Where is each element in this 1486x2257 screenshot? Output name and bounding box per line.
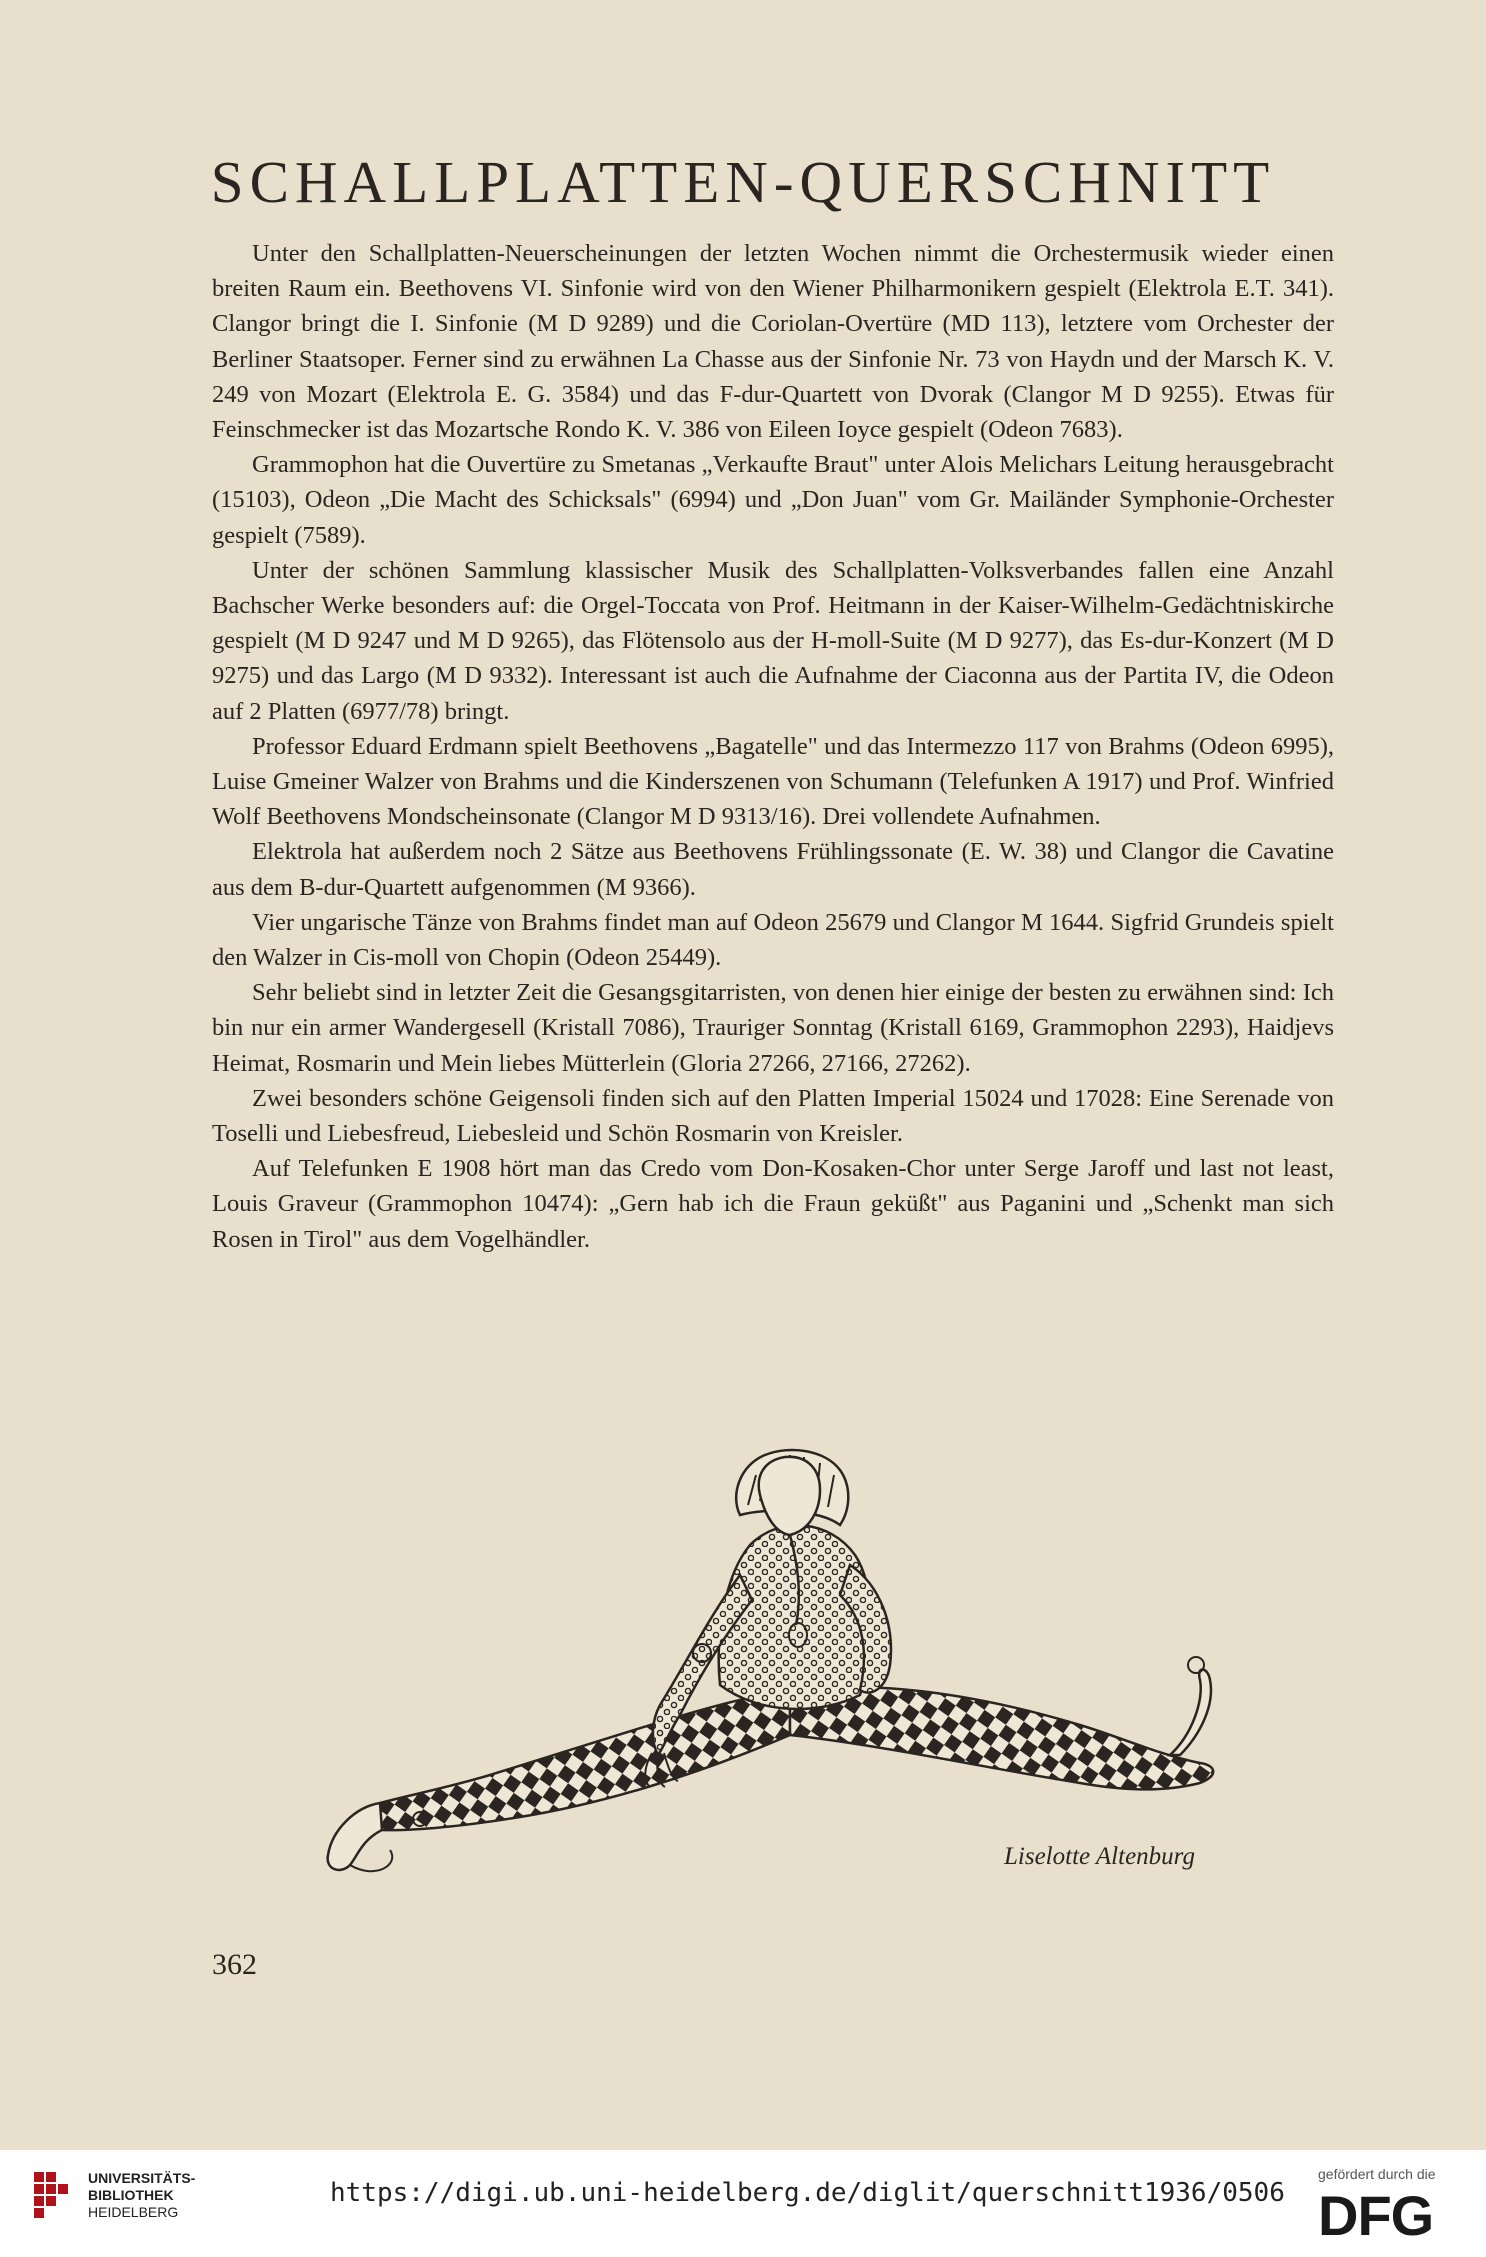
paragraph-piano: Professor Eduard Erdmann spielt Beethovens „Bagatelle" und das Intermezzo 117 von Brahms (Odeon 6995), Luise Gmeiner Walzer von Brahms und die Kinderszenen von Schumann (Telefunken A 1917) und Prof. Winfried Wolf Beethovens Mondscheinsonate (Clangor M D 9313/16). Drei vollendete Aufnahmen.	[212, 732, 1334, 831]
illustration-signature: Liselotte Altenburg	[1004, 1843, 1195, 1870]
paragraph-telefunken: Auf Telefunken E 1908 hört man das Credo vom Don-Kosaken-Chor unter Serge Jaroff und last not least, Louis Graveur (Grammophon 10474): „Gern hab ich die Fraun geküßt" aus Paganini und „Schenkt man sich Rosen in Tirol" aus dem Vogelhändler.	[212, 1155, 1334, 1253]
paragraph-grammophon: Grammophon hat die Ouvertüre zu Smetanas „Verkaufte Braut" unter Alois Melichars Leitung herausgebracht (15103), Odeon „Die Macht des Schicksals" (6994) und „Don Juan" vom Gr. Mailänder Symphonie-Orchester gespielt (7589).	[212, 451, 1334, 549]
paragraph-bach: Unter der schönen Sammlung klassischer Musik des Schallplatten-Volksverbandes fallen eine Anzahl Bachscher Werke besonders auf: die Orgel-Toccata von Prof. Heitmann in der Kaiser-Wilhelm-Gedächtniskirche gespielt (M D 9247 und M D 9265), das Flötensolo aus der H-moll-Suite (M D 9277), das Es-dur-Konzert (M D 9275) und das Largo (M D 9332). Interessant ist auch die Aufnahme der Ciaconna aus der Partita IV, die Odeon auf 2 Platten (6977/78) bringt.	[212, 556, 1334, 725]
article-body	[212, 236, 1334, 1257]
viewer-footer	[0, 2150, 1486, 2257]
university-library-logo-icon[interactable]	[32, 2170, 72, 2228]
paragraph-violin: Zwei besonders schöne Geigensoli finden sich auf den Platten Imperial 15024 und 17028: Eine Serenade von Toselli und Liebesfreud, Liebesleid und Schön Rosmarin von Kreisler.	[212, 1084, 1334, 1148]
dfg-logo[interactable]: DFG	[1318, 2184, 1434, 2247]
paragraph-dances: Vier ungarische Tänze von Brahms findet man auf Odeon 25679 und Clangor M 1644. Sigfrid Grundeis spielt den Walzer in Cis-moll von Chopin (Odeon 25449).	[212, 908, 1334, 972]
funding-caption: gefördert durch die	[1318, 2166, 1436, 2182]
page-number: 362	[212, 1948, 257, 1981]
university-library-name[interactable]	[88, 2170, 195, 2221]
paragraph-elektrola: Elektrola hat außerdem noch 2 Sätze aus Beethovens Frühlingssonate (E. W. 38) und Clangor die Cavatine aus dem B-dur-Quartett aufgenommen (M 9366).	[212, 838, 1334, 901]
harlequin-illustration	[320, 1435, 1240, 1905]
permalink-url[interactable]: https://digi.ub.uni-heidelberg.de/diglit/querschnitt1936/0506	[330, 2178, 1285, 2208]
paragraph-orchestral: Unter den Schallplatten-Neuerscheinungen der letzten Wochen nimmt die Orchestermusik wieder einen breiten Raum ein. Beethovens VI. Sinfonie wird von den Wiener Philharmonikern gespielt (Elektrola E.T. 341). Clangor bringt die I. Sinfonie (M D 9289) und die Coriolan-Overtüre (MD 113), letztere vom Orchester der Berliner Staatsoper. Ferner sind zu erwähnen La Chasse aus der Sinfonie Nr. 73 von Haydn und der Marsch K. V. 249 von Mozart (Elektrola E. G. 3584) und das F-dur-Quartett von Dvorak (Clangor M D 9255). Etwas für Feinschmecker ist das Mozartsche Rondo K. V. 386 von Eileen Ioyce gespielt (Odeon 7683).	[212, 240, 1334, 444]
article-title: SCHALLPLATTEN-QUERSCHNITT	[210, 149, 1276, 215]
library-name-line2: BIBLIOTHEK	[88, 2187, 174, 2203]
library-name-line1: UNIVERSITÄTS-	[88, 2170, 196, 2186]
paragraph-guitarists: Sehr beliebt sind in letzter Zeit die Gesangsgitarristen, von denen hier einige der besten zu erwähnen sind: Ich bin nur ein armer Wandergesell (Kristall 7086), Trauriger Sonntag (Kristall 6169, Grammophon 2293), Haidjevs Heimat, Rosmarin und Mein liebes Mütterlein (Gloria 27266, 27166, 27262).	[212, 979, 1334, 1077]
library-name-line3: HEIDELBERG	[88, 2204, 179, 2220]
